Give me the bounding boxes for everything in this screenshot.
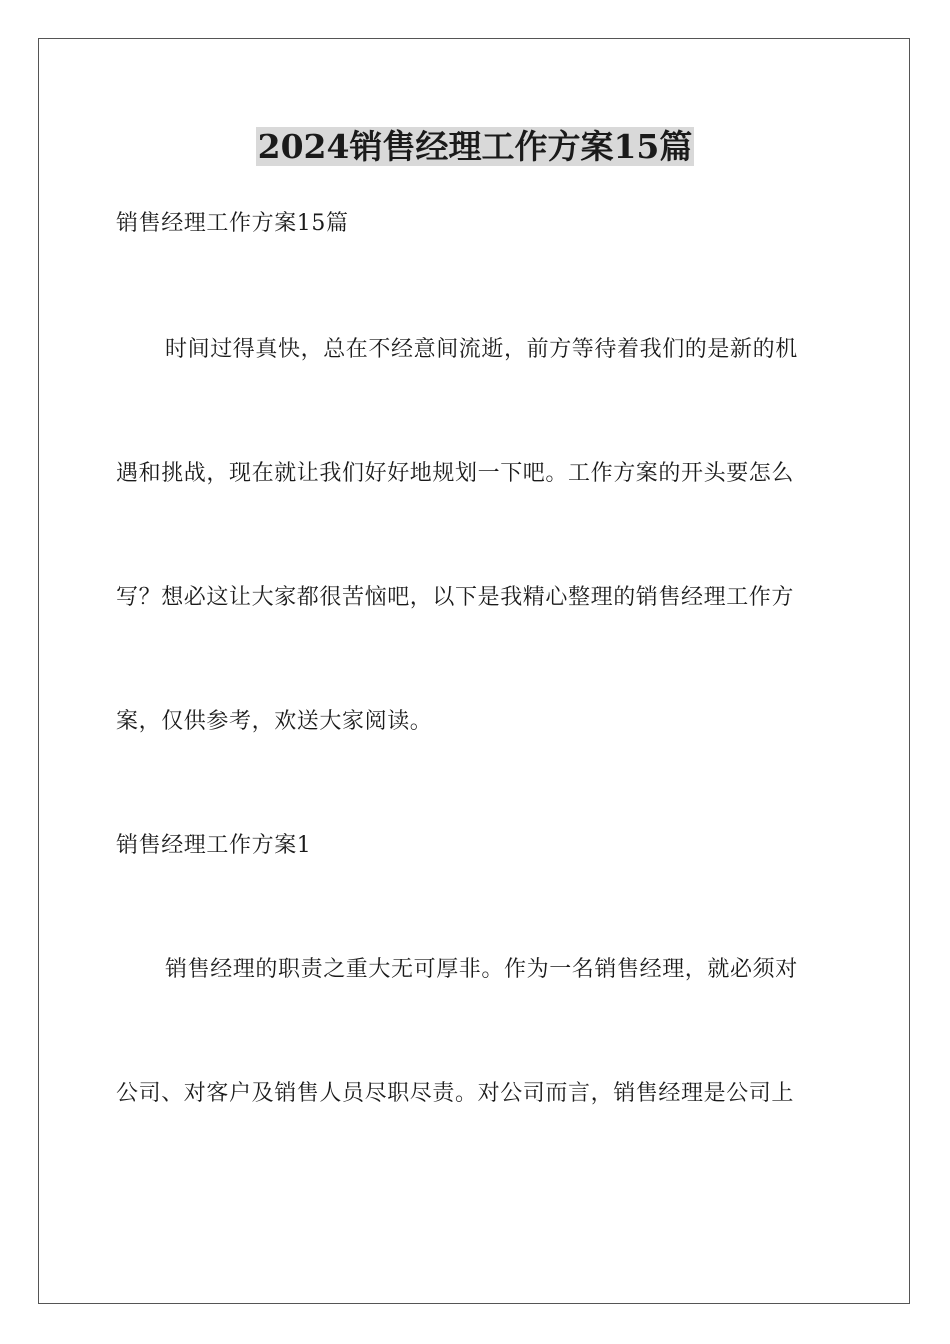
section-paragraph-line-1: 销售经理的职责之重大无可厚非。作为一名销售经理，就必须对 — [165, 957, 798, 982]
document-title-text: 2024销售经理工作方案15篇 — [257, 127, 693, 166]
section-heading: 销售经理工作方案1 — [116, 833, 312, 858]
intro-paragraph-line-4: 案，仅供参考，欢送大家阅读。 — [116, 709, 433, 734]
intro-paragraph-line-3: 写？想必这让大家都很苦恼吧，以下是我精心整理的销售经理工作方 — [116, 585, 795, 610]
intro-paragraph-line-1: 时间过得真快，总在不经意间流逝，前方等待着我们的是新的机 — [165, 337, 798, 362]
document-subtitle: 销售经理工作方案15篇 — [116, 211, 349, 236]
document-title — [0, 122, 950, 172]
section-paragraph-line-2: 公司、对客户及销售人员尽职尽责。对公司而言，销售经理是公司上 — [116, 1081, 795, 1106]
intro-paragraph-line-2: 遇和挑战，现在就让我们好好地规划一下吧。工作方案的开头要怎么 — [116, 461, 795, 486]
